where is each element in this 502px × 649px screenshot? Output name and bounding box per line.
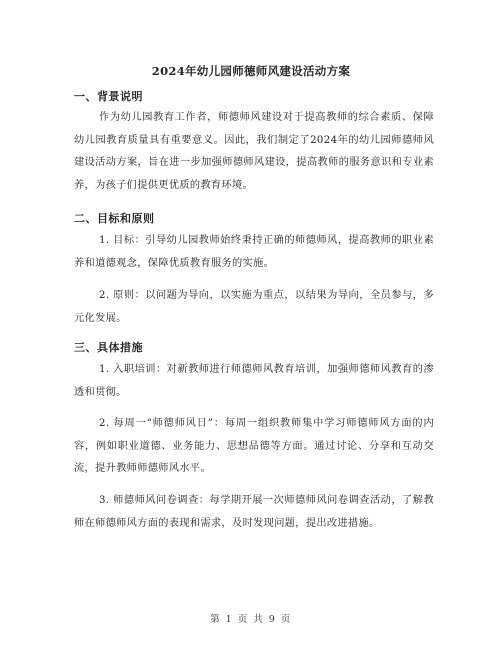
paragraph-goal: 1. 目标：引导幼儿园教师始终秉持正确的师德师风，提高教师的职业素养和道德观念，保障优质教育服务的实施。 [74,235,434,269]
paragraph-weekly-ethics-day: 2. 每周一“师德师风日”：每周一组织教师集中学习师德师风方面的内容，例如职业道德、业务能力、思想品德等方面。通过讨论、分享和互动交流，提升教师师德师风水平。 [74,418,434,475]
section-heading-background: 一、背景说明 [74,90,143,103]
paragraph-principle: 2. 原则：以问题为导向，以实施为重点，以结果为导向，全员参与，多元化发展。 [74,290,434,324]
section-heading-goals: 二、目标和原则 [74,212,155,225]
page-footer: 第 1 页 共 9 页 [210,614,292,625]
paragraph-questionnaire: 3. 师德师风问卷调查：每学期开展一次师德师风问卷调查活动，了解教师在师德师风方面的表现和需求，及时发现问题，提出改进措施。 [74,495,434,529]
paragraph-background: 作为幼儿园教育工作者，师德师风建设对于提高教师的综合素质、保障幼儿园教育质量具有重要意义。因此，我们制定了2024年的幼儿园师德师风建设活动方案，旨在进一步加强师德师风建设，提高教师的服务意识和专业素养，为孩子们提供更优质的教育环境。 [74,112,434,192]
section-heading-measures: 三、具体措施 [74,341,143,354]
document-title: 2024年幼儿园师德师风建设活动方案 [151,64,351,78]
paragraph-onboarding-training: 1. 入职培训：对新教师进行师德师风教育培训，加强师德师风教育的渗透和贯彻。 [74,364,434,398]
